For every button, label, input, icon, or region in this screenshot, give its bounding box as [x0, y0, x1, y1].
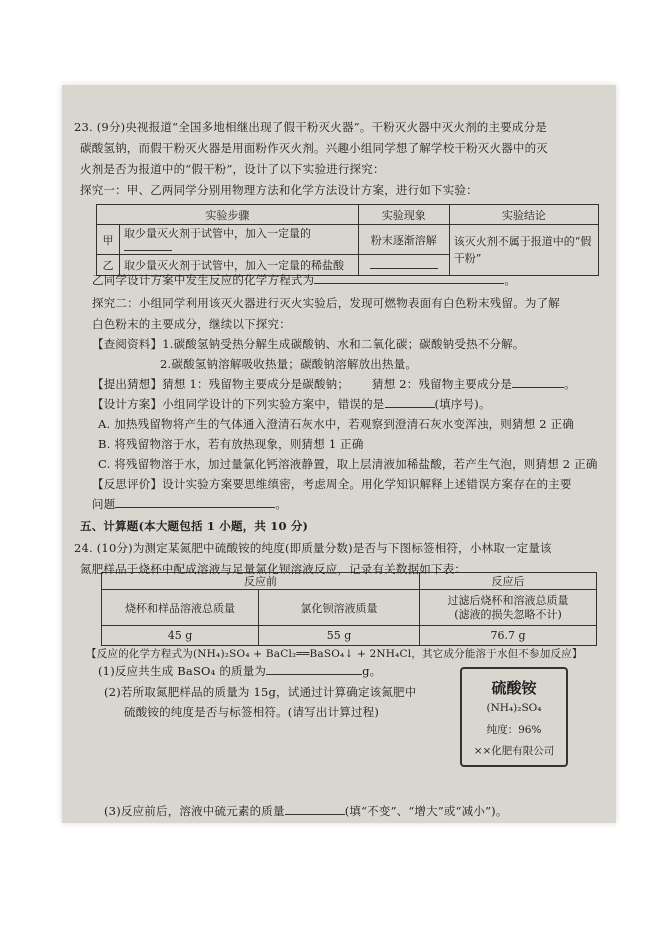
label-name: 硫酸铵 [491, 679, 537, 697]
q24-part2-line1: (2)若所取氮肥样品的质量为 15g，试通过计算确定该氮肥中 [104, 685, 417, 699]
value-after-filter: 76.7 g [420, 626, 597, 646]
value-bacl2: 55 g [259, 626, 420, 646]
col-after-filter [420, 590, 597, 626]
q23-line3: 火剂是否为报道中的“假干粉”，设计了以下实验进行探究： [80, 162, 385, 176]
q24-part1 [98, 664, 381, 678]
part1-text: (1)反应共生成 BaSO₄ 的质量为 [98, 664, 267, 678]
equation-text: 乙同学设计方案中发生反应的化学方程式为 [92, 273, 315, 287]
table-row [102, 590, 597, 626]
answer-blank[interactable] [115, 507, 275, 508]
header-conclusion: 实验结论 [449, 205, 598, 225]
part1-unit: g。 [362, 664, 382, 678]
header-after: 反应后 [420, 573, 597, 590]
col-bacl2: 氯化钡溶液质量 [259, 590, 420, 626]
q24-data-table [101, 572, 597, 646]
row-phenomenon: 粉末逐渐溶解 [358, 225, 449, 255]
q23-explore2-line1: 探究二：小组同学利用该灭火器进行灭火实验后，发现可燃物表面有白色粉末残留。为了解 [92, 296, 560, 310]
part3-text: (3)反应前后，溶液中硫元素的质量 [104, 804, 285, 818]
col3-line1: 过滤后烧杯和溶液总质量 [447, 593, 569, 607]
q23-ref1: 【查阅资料】1.碳酸氢钠受热分解生成碳酸钠、水和二氧化碳；碳酸钠受热不分解。 [92, 337, 525, 351]
table-header-row [97, 205, 599, 225]
q24-equation: 【反应的化学方程式为(NH₄)₂SO₄ + BaCl₂══BaSO₄↓ + 2NH₄Cl，其它成分能溶于水但不参加反应】 [86, 648, 583, 660]
row-who: 甲 [97, 225, 120, 255]
q23-experiment-table [96, 204, 599, 276]
value-beaker-sample: 45 g [102, 626, 259, 646]
q23-equation: 乙同学设计方案中发生反应的化学方程式为 。 [92, 273, 517, 287]
row-conclusion: 该灭火剂不属于报道中的“假干粉” [449, 225, 598, 276]
q23-reflect2: 问题 。 [92, 497, 288, 511]
q23-option-c: C. 将残留物溶于水，加过量氯化钙溶液静置，取上层清液加稀盐酸，若产生气泡，则猜想 2 正确 [98, 457, 598, 471]
col-beaker-sample: 烧杯和样品溶液总质量 [102, 590, 259, 626]
section5-title: 五、计算题(本大题包括 1 小题，共 10 分) [80, 519, 309, 533]
row-step-text: 取少量灭火剂于试管中，加入一定量的 [124, 227, 311, 240]
q23-option-b: B. 将残留物溶于水，若有放热现象，则猜想 1 正确 [98, 437, 364, 451]
q23-explore1: 探究一：甲、乙两同学分别用物理方法和化学方法设计方案，进行如下实验： [80, 183, 478, 197]
row-step: 取少量灭火剂于试管中，加入一定量的稀盐酸 [120, 255, 359, 276]
q23-reflect1: 【反思评价】设计实验方案要思维缜密，考虑周全。用化学知识解释上述错误方案存在的主要 [92, 477, 572, 491]
q24-line1: 24. (10分)为测定某氮肥中硫酸铵的纯度(即质量分数)是否与下图标签相符，小林取一定量该 [74, 541, 552, 555]
q24-part2-line2: 硫酸铵的纯度是否与标签相符。(请写出计算过程) [124, 705, 380, 719]
row-step [120, 225, 359, 255]
design-text: 【设计方案】小组同学设计的下列实验方案中，错误的是 [92, 397, 385, 411]
reflect2-text: 问题 [92, 497, 116, 511]
header-step: 实验步骤 [97, 205, 359, 225]
label-formula: (NH₄)₂SO₄ [486, 702, 542, 714]
design-tail: (填序号)。 [434, 397, 491, 411]
label-purity: 纯度：96% [486, 724, 542, 736]
label-company: ××化肥有限公司 [473, 745, 555, 757]
q23-line1: 23. (9分)央视报道“全国多地相继出现了假干粉灭火器”。干粉灭火器中灭火剂的主要成分是 [74, 120, 547, 134]
answer-blank[interactable] [370, 268, 438, 269]
header-before: 反应前 [102, 573, 420, 590]
table-header-row [102, 573, 597, 590]
q23-guess1: 【提出猜想】猜想 1：残留物主要成分是碳酸钠； [92, 377, 350, 391]
q24-part3 [104, 804, 508, 818]
answer-blank[interactable] [266, 674, 362, 675]
answer-blank[interactable] [512, 387, 564, 388]
fertilizer-label [460, 667, 568, 767]
header-phenomenon: 实验现象 [358, 205, 449, 225]
answer-blank[interactable] [314, 283, 504, 284]
q23-explore2-line2: 白色粉末的主要成分，继续以下探究： [92, 317, 291, 331]
part3-tail: (填“不变”、“增大”或“减小”)。 [344, 804, 508, 818]
q23-guess2: 猜想 2：残留物主要成分是 。 [372, 377, 576, 391]
q23-option-a: A. 加热残留物将产生的气体通入澄清石灰水中，若观察到澄清石灰水变浑浊，则猜想 2 正确 [98, 417, 575, 431]
row-who: 乙 [97, 255, 120, 276]
q23-line2: 碳酸氢钠，而假干粉灭火器是用面粉作灭火剂。兴趣小组同学想了解学校干粉灭火器中的灭 [80, 141, 548, 155]
answer-blank[interactable] [385, 407, 435, 408]
table-row [102, 626, 597, 646]
guess2-text: 猜想 2：残留物主要成分是 [372, 377, 513, 391]
q23-ref2: 2.碳酸氢钠溶解吸收热量；碳酸钠溶解放出热量。 [160, 357, 418, 371]
q24-line2: 氮肥样品于烧杯中配成溶液与足量氯化钡溶液反应，记录有关数据如下表： [80, 562, 467, 576]
col3-line2: (滤液的损失忽略不计) [454, 607, 562, 621]
table-row [97, 225, 599, 255]
answer-blank[interactable] [124, 250, 172, 251]
answer-blank[interactable] [285, 814, 345, 815]
q23-design [92, 397, 491, 411]
